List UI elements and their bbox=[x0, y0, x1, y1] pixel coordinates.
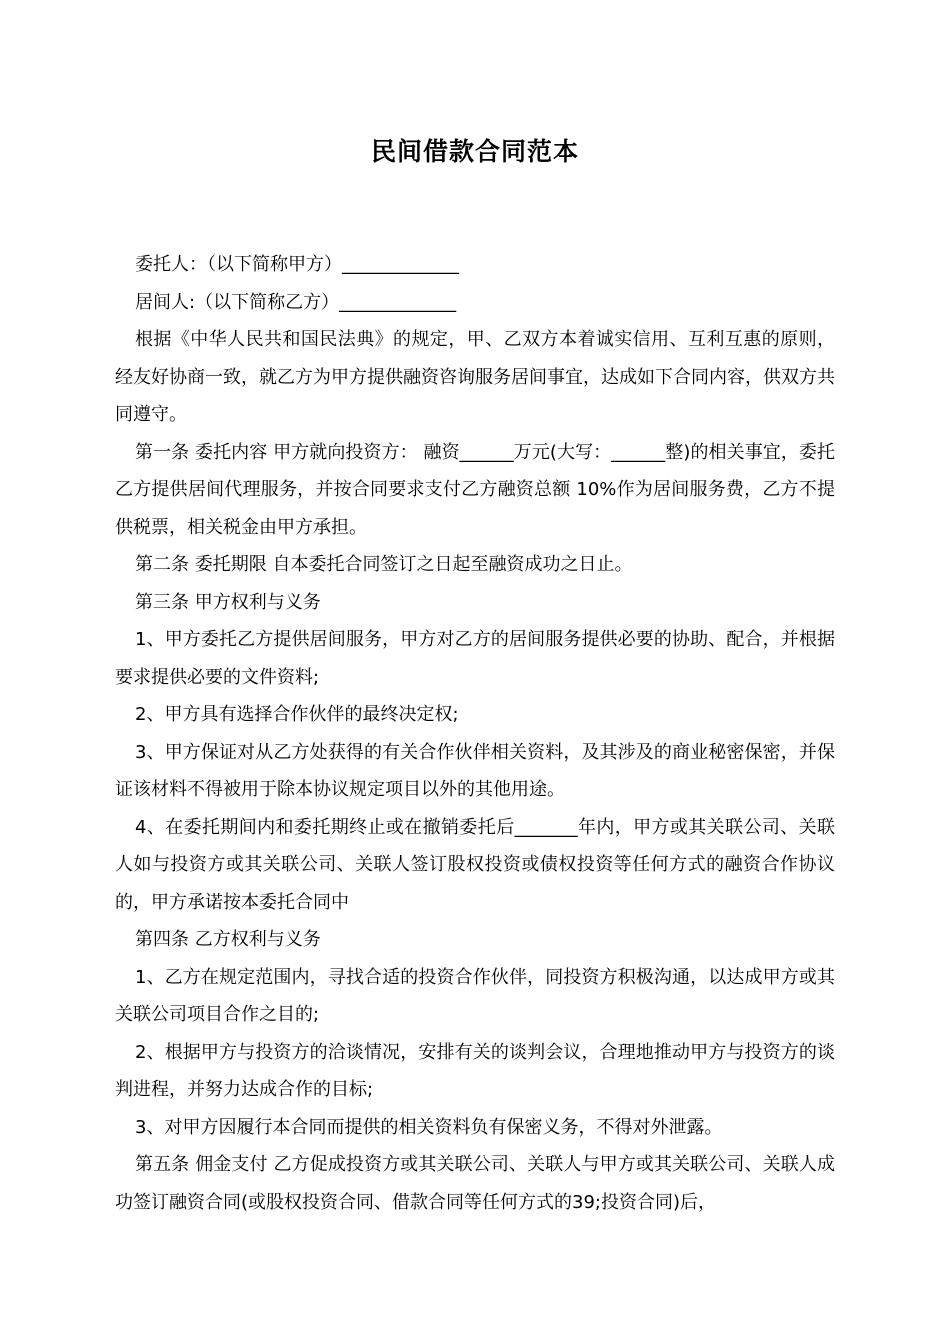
document-body bbox=[115, 246, 835, 1221]
article-3-heading: 第三条 甲方权利与义务 bbox=[135, 591, 321, 613]
article-3-item-4: 4、在委托期间内和委托期终止或在撤销委托后_______年内，甲方或其关联公司、关联人如与投资方或其关联公司、关联人签订股权投资或债权投资等任何方式的融资合作协议的，甲方承诺按本委托合同中 bbox=[115, 816, 835, 913]
clause-client: 委托人：（以下简称甲方）_____________ bbox=[135, 254, 459, 275]
preamble-paragraph: 根据《中华人民共和国民法典》的规定，甲、乙双方本着诚实信用、互利互惠的原则，经友好协商一致，就乙方为甲方提供融资咨询服务居间事宜，达成如下合同内容，供双方共同遵守。 bbox=[115, 329, 835, 425]
article-4-heading: 第四条 乙方权利与义务 bbox=[135, 929, 321, 950]
document-title: 民间借款合同范本 bbox=[370, 137, 579, 166]
article-5-paragraph: 第五条 佣金支付 乙方促成投资方或其关联公司、关联人与甲方或其关联公司、关联人成功签订融资合同(或股权投资合同、借款合同等任何方式的39;投资合同)后， bbox=[115, 1154, 835, 1213]
article-4-item-3: 3、对甲方因履行本合同而提供的相关资料负有保密义务，不得对外泄露。 bbox=[135, 1116, 723, 1138]
article-1-paragraph: 第一条 委托内容 甲方就向投资方： 融资______万元(大写：______整)的相关事宜，委托乙方提供居间代理服务，并按合同要求支付乙方融资总额 10%作为居间服务费，乙方不提供税票，相关税金由甲方承担。 bbox=[115, 441, 835, 538]
article-4-item-1: 1、乙方在规定范围内，寻找合适的投资合作伙伴，同投资方积极沟通，以达成甲方或其关联公司项目合作之目的; bbox=[115, 966, 835, 1025]
article-3-item-1: 1、甲方委托乙方提供居间服务，甲方对乙方的居间服务提供必要的协助、配合，并根据要求提供必要的文件资料; bbox=[115, 629, 835, 688]
clause-intermediary: 居间人:（以下简称乙方）_____________ bbox=[135, 291, 457, 313]
article-3-item-3: 3、甲方保证对从乙方处获得的有关合作伙伴相关资料，及其涉及的商业秘密保密，并保证该材料不得被用于除本协议规定项目以外的其他用途。 bbox=[115, 741, 835, 800]
article-2-paragraph: 第二条 委托期限 自本委托合同签订之日起至融资成功之日止。 bbox=[135, 554, 633, 575]
article-4-item-2: 2、根据甲方与投资方的洽谈情况，安排有关的谈判会议，合理地推动甲方与投资方的谈判进程，并努力达成合作的目标; bbox=[115, 1041, 835, 1100]
article-3-item-2: 2、甲方具有选择合作伙伴的最终决定权; bbox=[135, 704, 459, 725]
